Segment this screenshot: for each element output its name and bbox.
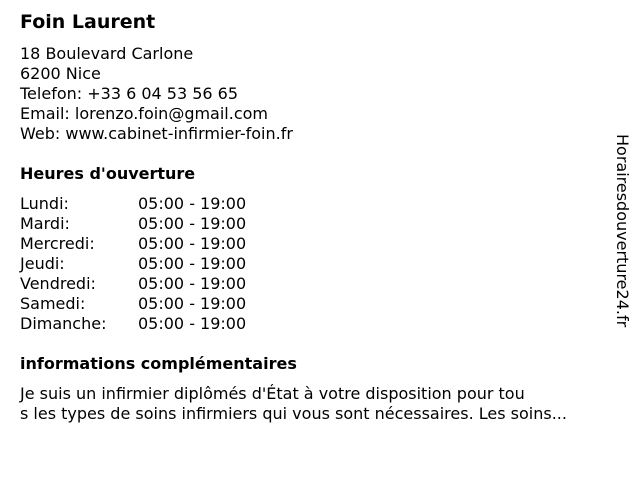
time-range: 05:00 - 19:00 [138, 214, 247, 233]
site-watermark: Horairesdouverture24.fr [613, 134, 632, 328]
day-label: Mercredi: [20, 234, 95, 253]
day-label: Vendredi: [20, 274, 96, 293]
info-line: Je suis un infirmier diplômés d'État à votre disposition pour tou [20, 384, 525, 403]
time-range: 05:00 - 19:00 [138, 314, 247, 333]
address-street: 18 Boulevard Carlone [20, 44, 194, 63]
contact-block [20, 44, 293, 144]
email-text: Email: lorenzo.foin@gmail.com [20, 104, 269, 123]
phone-text: Telefon: +33 6 04 53 56 65 [20, 84, 239, 103]
opening-hours-heading: Heures d'ouverture [20, 164, 196, 183]
time-range: 05:00 - 19:00 [138, 234, 247, 253]
address-city: 6200 Nice [20, 64, 101, 83]
time-range: 05:00 - 19:00 [138, 274, 247, 293]
day-label: Mardi: [20, 214, 70, 233]
day-label: Jeudi: [20, 254, 65, 273]
time-range: 05:00 - 19:00 [138, 294, 247, 313]
day-label: Samedi: [20, 294, 86, 313]
additional-info-text [20, 384, 620, 424]
time-range: 05:00 - 19:00 [138, 194, 247, 213]
website-text: Web: www.cabinet-infirmier-foin.fr [20, 124, 293, 143]
info-line: s les types de soins infirmiers qui vous sont nécessaires. Les soins... [20, 404, 567, 423]
business-name: Foin Laurent [20, 11, 156, 33]
day-label: Dimanche: [20, 314, 107, 333]
day-label: Lundi: [20, 194, 69, 213]
time-range: 05:00 - 19:00 [138, 254, 247, 273]
additional-info-heading: informations complémentaires [20, 354, 297, 373]
